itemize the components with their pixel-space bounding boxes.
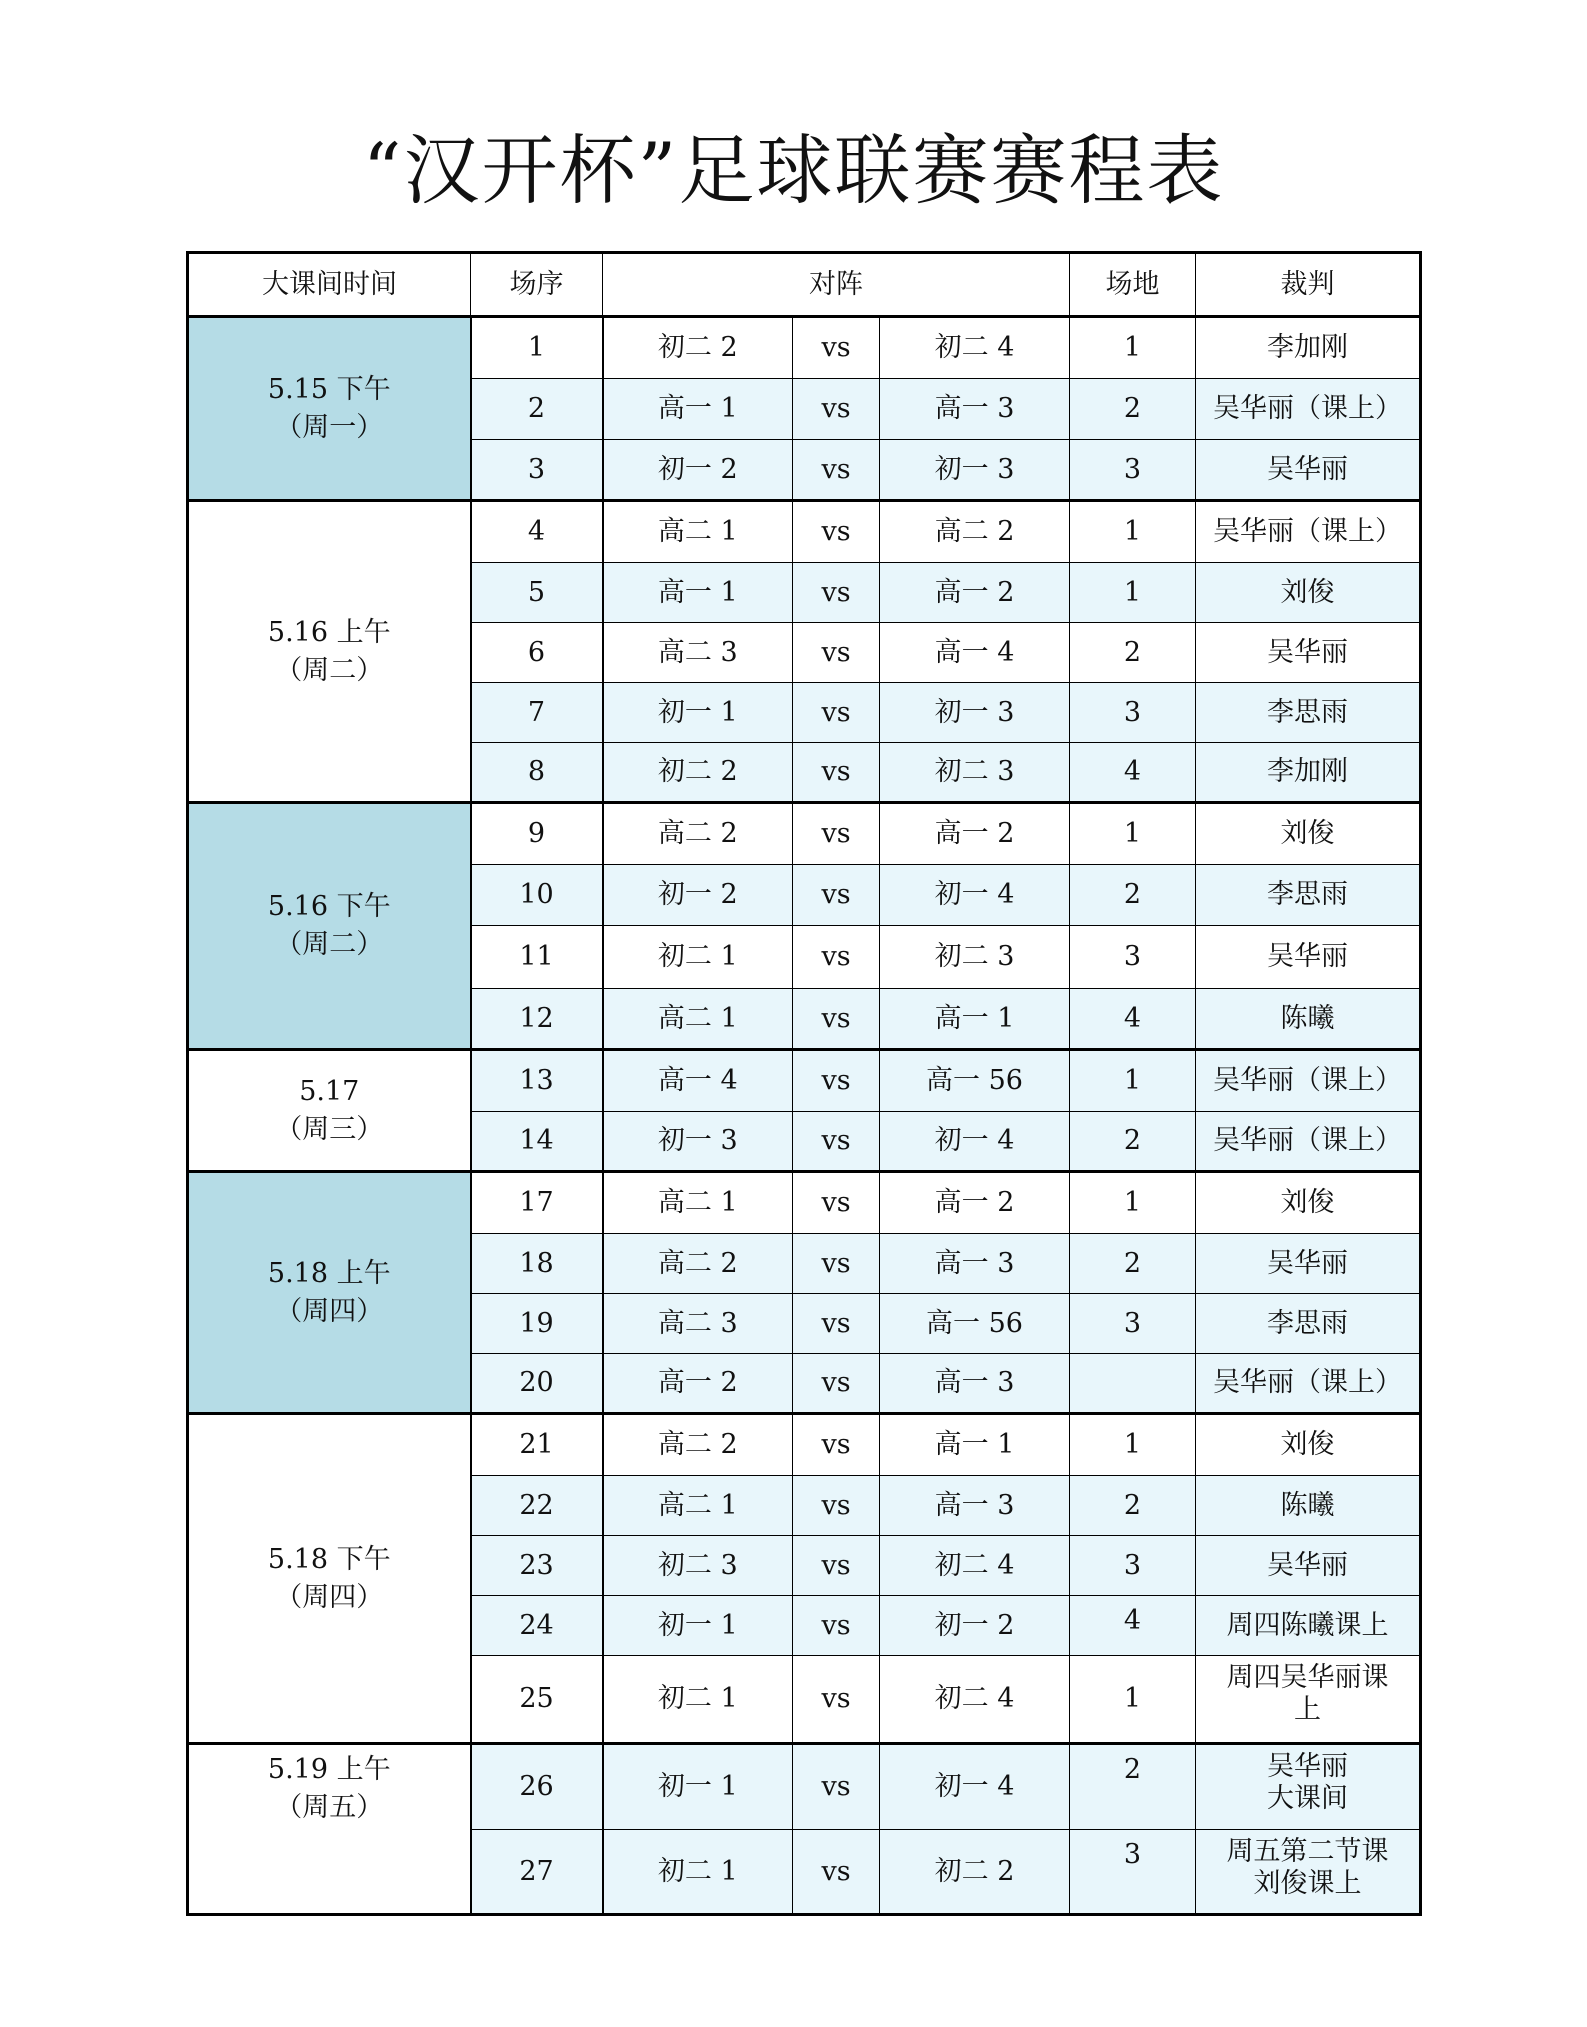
header-referee: 裁判 (1196, 253, 1421, 317)
field-number: 4 (1070, 1596, 1196, 1656)
team-a: 初一 2 (603, 440, 793, 501)
page-title: “汉开杯”足球联赛赛程表 (362, 126, 1225, 215)
team-b: 高一 56 (880, 1294, 1070, 1354)
time-slot-weekday: （周三） (275, 1113, 384, 1145)
team-a: 高二 1 (603, 989, 793, 1050)
field-number: 2 (1070, 379, 1196, 440)
match-number: 23 (471, 1536, 603, 1596)
team-a: 初一 1 (603, 683, 793, 743)
time-slot-weekday: （周一） (275, 411, 384, 443)
referee: 吴华丽（课上） (1196, 1050, 1421, 1112)
time-slot-cell (188, 1414, 471, 1744)
team-a: 高二 1 (603, 1476, 793, 1536)
referee: 陈曦 (1196, 989, 1421, 1050)
match-number: 19 (471, 1294, 603, 1354)
team-b: 高一 1 (880, 989, 1070, 1050)
team-b: 高二 2 (880, 501, 1070, 563)
time-slot-weekday: （周五） (275, 1791, 384, 1823)
field-number: 3 (1070, 1294, 1196, 1354)
field-number: 1 (1070, 563, 1196, 623)
team-b: 初二 3 (880, 743, 1070, 803)
referee (1196, 1656, 1421, 1744)
referee: 李加刚 (1196, 743, 1421, 803)
team-a: 初一 1 (603, 1744, 793, 1830)
match-number: 1 (471, 317, 603, 379)
vs-label: vs (793, 623, 880, 683)
field-number: 3 (1070, 440, 1196, 501)
team-b: 高一 3 (880, 1234, 1070, 1294)
match-number: 26 (471, 1744, 603, 1830)
vs-label: vs (793, 926, 880, 989)
referee (1196, 1744, 1421, 1830)
match-number: 20 (471, 1354, 603, 1414)
team-b: 高一 3 (880, 1354, 1070, 1414)
table-row (188, 1414, 1421, 1476)
table-row (188, 317, 1421, 379)
team-a: 高二 2 (603, 1234, 793, 1294)
team-a: 初二 1 (603, 1830, 793, 1915)
referee: 刘俊 (1196, 1172, 1421, 1234)
table-row (188, 501, 1421, 563)
vs-label: vs (793, 1744, 880, 1830)
time-slot-cell (188, 501, 471, 803)
team-b: 高一 3 (880, 379, 1070, 440)
team-a: 高二 3 (603, 623, 793, 683)
vs-label: vs (793, 317, 880, 379)
vs-label: vs (793, 683, 880, 743)
vs-label: vs (793, 1234, 880, 1294)
referee-line: 周五第二节课 (1226, 1836, 1389, 1867)
time-slot-weekday: （周四） (275, 1295, 384, 1327)
field-number: 1 (1070, 1414, 1196, 1476)
table-row (188, 1050, 1421, 1112)
vs-label: vs (793, 1112, 880, 1172)
team-b: 初二 4 (880, 317, 1070, 379)
header-field: 场地 (1070, 253, 1196, 317)
time-slot-cell (188, 1744, 471, 1915)
field-number: 2 (1070, 1234, 1196, 1294)
referee: 刘俊 (1196, 1414, 1421, 1476)
match-number: 21 (471, 1414, 603, 1476)
table-row (188, 1172, 1421, 1234)
team-b: 高一 2 (880, 803, 1070, 865)
vs-label: vs (793, 865, 880, 926)
vs-label: vs (793, 803, 880, 865)
team-a: 初一 2 (603, 865, 793, 926)
match-number: 25 (471, 1656, 603, 1744)
vs-label: vs (793, 1536, 880, 1596)
team-a: 高二 1 (603, 1172, 793, 1234)
referee: 吴华丽 (1196, 1234, 1421, 1294)
field-number: 1 (1070, 317, 1196, 379)
time-slot-weekday: （周二） (275, 654, 384, 686)
team-b: 初一 2 (880, 1596, 1070, 1656)
vs-label: vs (793, 1596, 880, 1656)
match-number: 8 (471, 743, 603, 803)
match-number: 24 (471, 1596, 603, 1656)
referee: 李思雨 (1196, 683, 1421, 743)
time-slot-weekday: （周四） (275, 1581, 384, 1613)
field-number (1070, 1354, 1196, 1414)
schedule-table (186, 251, 1422, 1916)
team-a: 初二 1 (603, 926, 793, 989)
match-number: 17 (471, 1172, 603, 1234)
team-b: 初一 4 (880, 1744, 1070, 1830)
match-number: 3 (471, 440, 603, 501)
referee-line: 大课间 (1267, 1783, 1348, 1815)
field-number: 4 (1070, 743, 1196, 803)
team-b: 初二 2 (880, 1830, 1070, 1915)
referee: 周四陈曦课上 (1196, 1596, 1421, 1656)
time-slot-cell (188, 1050, 471, 1172)
vs-label: vs (793, 1050, 880, 1112)
vs-label: vs (793, 440, 880, 501)
time-slot-date: 5.18 下午 (267, 1543, 391, 1575)
team-b: 初二 3 (880, 926, 1070, 989)
vs-label: vs (793, 1476, 880, 1536)
referee: 李思雨 (1196, 1294, 1421, 1354)
header-row (188, 253, 1421, 317)
vs-label: vs (793, 1414, 880, 1476)
table-row (188, 1744, 1421, 1830)
match-number: 5 (471, 563, 603, 623)
team-a: 高一 2 (603, 1354, 793, 1414)
field-number: 1 (1070, 1172, 1196, 1234)
team-b: 高一 2 (880, 1172, 1070, 1234)
time-slot-cell (188, 803, 471, 1050)
team-a: 初一 1 (603, 1596, 793, 1656)
referee: 李思雨 (1196, 865, 1421, 926)
team-b: 初一 4 (880, 1112, 1070, 1172)
vs-label: vs (793, 501, 880, 563)
time-slot-date: 5.19 上午 (267, 1754, 391, 1785)
field-number: 2 (1070, 865, 1196, 926)
vs-label: vs (793, 379, 880, 440)
time-slot-date: 5.17 (299, 1075, 360, 1107)
team-b: 初二 4 (880, 1656, 1070, 1744)
vs-label: vs (793, 743, 880, 803)
field-number: 2 (1070, 1112, 1196, 1172)
vs-label: vs (793, 563, 880, 623)
match-number: 9 (471, 803, 603, 865)
time-slot-cell (188, 317, 471, 501)
time-slot-date: 5.16 上午 (267, 616, 391, 648)
team-b: 初二 4 (880, 1536, 1070, 1596)
time-slot-date: 5.18 上午 (267, 1257, 391, 1289)
team-b: 初一 4 (880, 865, 1070, 926)
team-a: 初一 3 (603, 1112, 793, 1172)
field-number: 1 (1070, 1656, 1196, 1744)
time-slot-cell (188, 1172, 471, 1414)
header-order: 场序 (471, 253, 603, 317)
match-number: 12 (471, 989, 603, 1050)
team-a: 高二 1 (603, 501, 793, 563)
referee: 吴华丽（课上） (1196, 379, 1421, 440)
header-time: 大课间时间 (188, 253, 471, 317)
time-slot-weekday: （周二） (275, 929, 384, 960)
match-number: 7 (471, 683, 603, 743)
match-number: 11 (471, 926, 603, 989)
field-number: 3 (1070, 1536, 1196, 1596)
field-number: 2 (1070, 1744, 1196, 1830)
team-a: 高一 4 (603, 1050, 793, 1112)
schedule-body (188, 317, 1421, 1915)
field-number: 3 (1070, 1830, 1196, 1915)
vs-label: vs (793, 1294, 880, 1354)
field-number: 1 (1070, 803, 1196, 865)
team-a: 初二 2 (603, 317, 793, 379)
vs-label: vs (793, 1354, 880, 1414)
team-b: 高一 3 (880, 1476, 1070, 1536)
team-a: 高一 1 (603, 563, 793, 623)
match-number: 13 (471, 1050, 603, 1112)
referee-line: 上 (1294, 1694, 1321, 1726)
team-a: 高二 2 (603, 803, 793, 865)
referee: 吴华丽（课上） (1196, 501, 1421, 563)
referee: 吴华丽 (1196, 1536, 1421, 1596)
referee: 李加刚 (1196, 317, 1421, 379)
referee: 吴华丽（课上） (1196, 1354, 1421, 1414)
team-a: 初二 3 (603, 1536, 793, 1596)
referee: 吴华丽 (1196, 440, 1421, 501)
referee: 吴华丽（课上） (1196, 1112, 1421, 1172)
referee (1196, 1830, 1421, 1915)
match-number: 6 (471, 623, 603, 683)
match-number: 22 (471, 1476, 603, 1536)
match-number: 10 (471, 865, 603, 926)
team-b: 初一 3 (880, 683, 1070, 743)
header-matchup: 对阵 (603, 253, 1070, 317)
team-b: 高一 4 (880, 623, 1070, 683)
match-number: 2 (471, 379, 603, 440)
team-b: 高一 1 (880, 1414, 1070, 1476)
field-number: 3 (1070, 926, 1196, 989)
referee-line: 周四吴华丽课 (1226, 1662, 1389, 1693)
field-number: 4 (1070, 989, 1196, 1050)
referee-line: 刘俊课上 (1253, 1868, 1362, 1900)
field-number: 2 (1070, 1476, 1196, 1536)
vs-label: vs (793, 1656, 880, 1744)
referee: 陈曦 (1196, 1476, 1421, 1536)
field-number: 1 (1070, 501, 1196, 563)
field-number: 1 (1070, 1050, 1196, 1112)
referee: 吴华丽 (1196, 926, 1421, 989)
table-row (188, 803, 1421, 865)
team-b: 高一 56 (880, 1050, 1070, 1112)
match-number: 18 (471, 1234, 603, 1294)
match-number: 14 (471, 1112, 603, 1172)
team-a: 初二 1 (603, 1656, 793, 1744)
referee: 刘俊 (1196, 803, 1421, 865)
vs-label: vs (793, 1830, 880, 1915)
match-number: 4 (471, 501, 603, 563)
team-a: 初二 2 (603, 743, 793, 803)
vs-label: vs (793, 989, 880, 1050)
time-slot-date: 5.16 下午 (267, 891, 391, 923)
match-number: 27 (471, 1830, 603, 1915)
field-number: 3 (1070, 683, 1196, 743)
referee-line: 吴华丽 (1267, 1751, 1348, 1782)
team-b: 初一 3 (880, 440, 1070, 501)
referee: 吴华丽 (1196, 623, 1421, 683)
team-a: 高一 1 (603, 379, 793, 440)
team-b: 高一 2 (880, 563, 1070, 623)
field-number: 2 (1070, 623, 1196, 683)
referee: 刘俊 (1196, 563, 1421, 623)
time-slot-date: 5.15 下午 (267, 373, 391, 405)
team-a: 高二 3 (603, 1294, 793, 1354)
vs-label: vs (793, 1172, 880, 1234)
team-a: 高二 2 (603, 1414, 793, 1476)
